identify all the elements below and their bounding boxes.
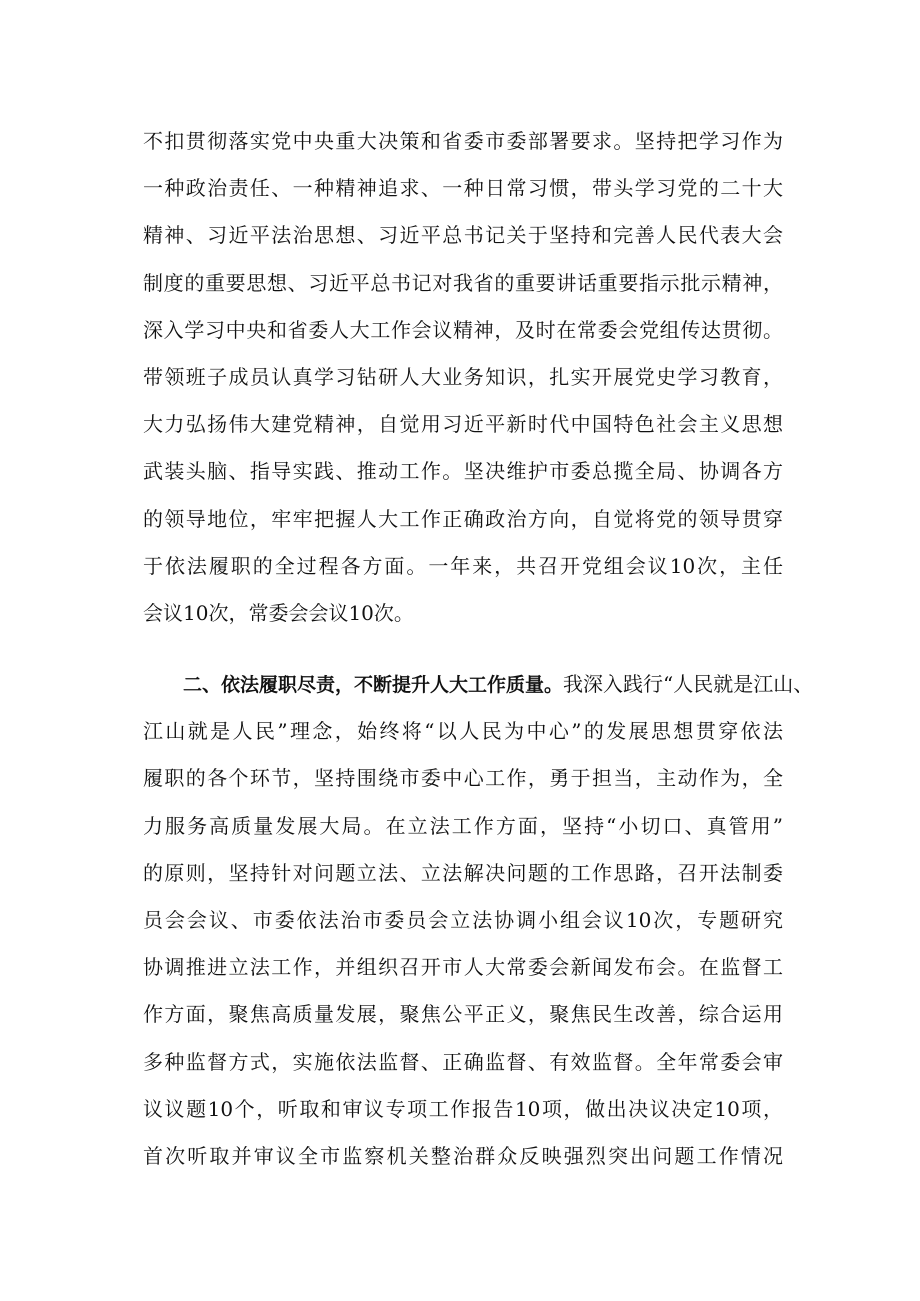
heading-line — [143, 661, 814, 708]
text-line: 首次听取并审议全市监察机关整治群众反映强烈突出问题工作情况 — [143, 1143, 783, 1168]
text-line: 协调推进立法工作，并组织召开市人大常委会新闻发布会。在监督工 — [143, 955, 783, 980]
text-line: 力服务高质量发展大局。在立法工作方面，坚持“小切口、真管用” — [143, 813, 783, 838]
text-line: 武装头脑、指导实践、推动工作。坚决维护市委总揽全局、协调各方 — [143, 459, 783, 484]
text-line: 履职的各个环节，坚持围绕市委中心工作，勇于担当，主动作为，全 — [143, 766, 783, 791]
paragraph-gap — [143, 637, 783, 661]
text-line: 制度的重要思想、习近平总书记对我省的重要讲话重要指示批示精神， — [143, 270, 783, 295]
section-heading: 二、依法履职尽责，不断提升人大工作质量。 — [183, 674, 564, 697]
document-body — [143, 118, 814, 1180]
text-line: 的领导地位，牢牢把握人大工作正确政治方向，自觉将党的领导贯穿 — [143, 506, 783, 531]
paragraph-lawful-duties — [143, 661, 814, 1180]
paragraph-party-leadership — [143, 118, 783, 637]
text-line: 一种政治责任、一种精神追求、一种日常习惯，带头学习党的二十大 — [143, 176, 783, 201]
text-line: 不扣贯彻落实党中央重大决策和省委市委部署要求。坚持把学习作为 — [143, 129, 783, 153]
text-line: 带领班子成员认真学习钻研人大业务知识，扎实开展党史学习教育， — [143, 364, 783, 389]
text-line: 多种监督方式，实施依法监督、正确监督、有效监督。全年常委会审 — [143, 1049, 783, 1074]
text-line: 议议题10个，听取和审议专项工作报告10项，做出决议决定10项， — [143, 1096, 783, 1121]
text-line: 江山就是人民”理念，始终将“以人民为中心”的发展思想贯穿依法 — [143, 719, 783, 744]
text-line: 大力弘扬伟大建党精神，自觉用习近平新时代中国特色社会主义思想 — [143, 412, 783, 437]
text-line: 会议10次，常委会会议10次。 — [143, 600, 414, 625]
text-line: 精神、习近平法治思想、习近平总书记关于坚持和完善人民代表大会 — [143, 223, 783, 248]
text-line: 深入学习中央和省委人大工作会议精神，及时在常委会党组传达贯彻。 — [143, 317, 783, 342]
text-run: 我深入践行“人民就是江山、 — [563, 672, 814, 697]
text-line: 员会会议、市委依法治市委员会立法协调小组会议10次，专题研究 — [143, 908, 783, 932]
text-line: 作方面，聚焦高质量发展，聚焦公平正义，聚焦民生改善，综合运用 — [143, 1002, 783, 1027]
text-line: 的原则，坚持针对问题立法、立法解决问题的工作思路，召开法制委 — [143, 860, 783, 885]
text-line: 于依法履职的全过程各方面。一年来，共召开党组会议10次，主任 — [143, 553, 783, 578]
